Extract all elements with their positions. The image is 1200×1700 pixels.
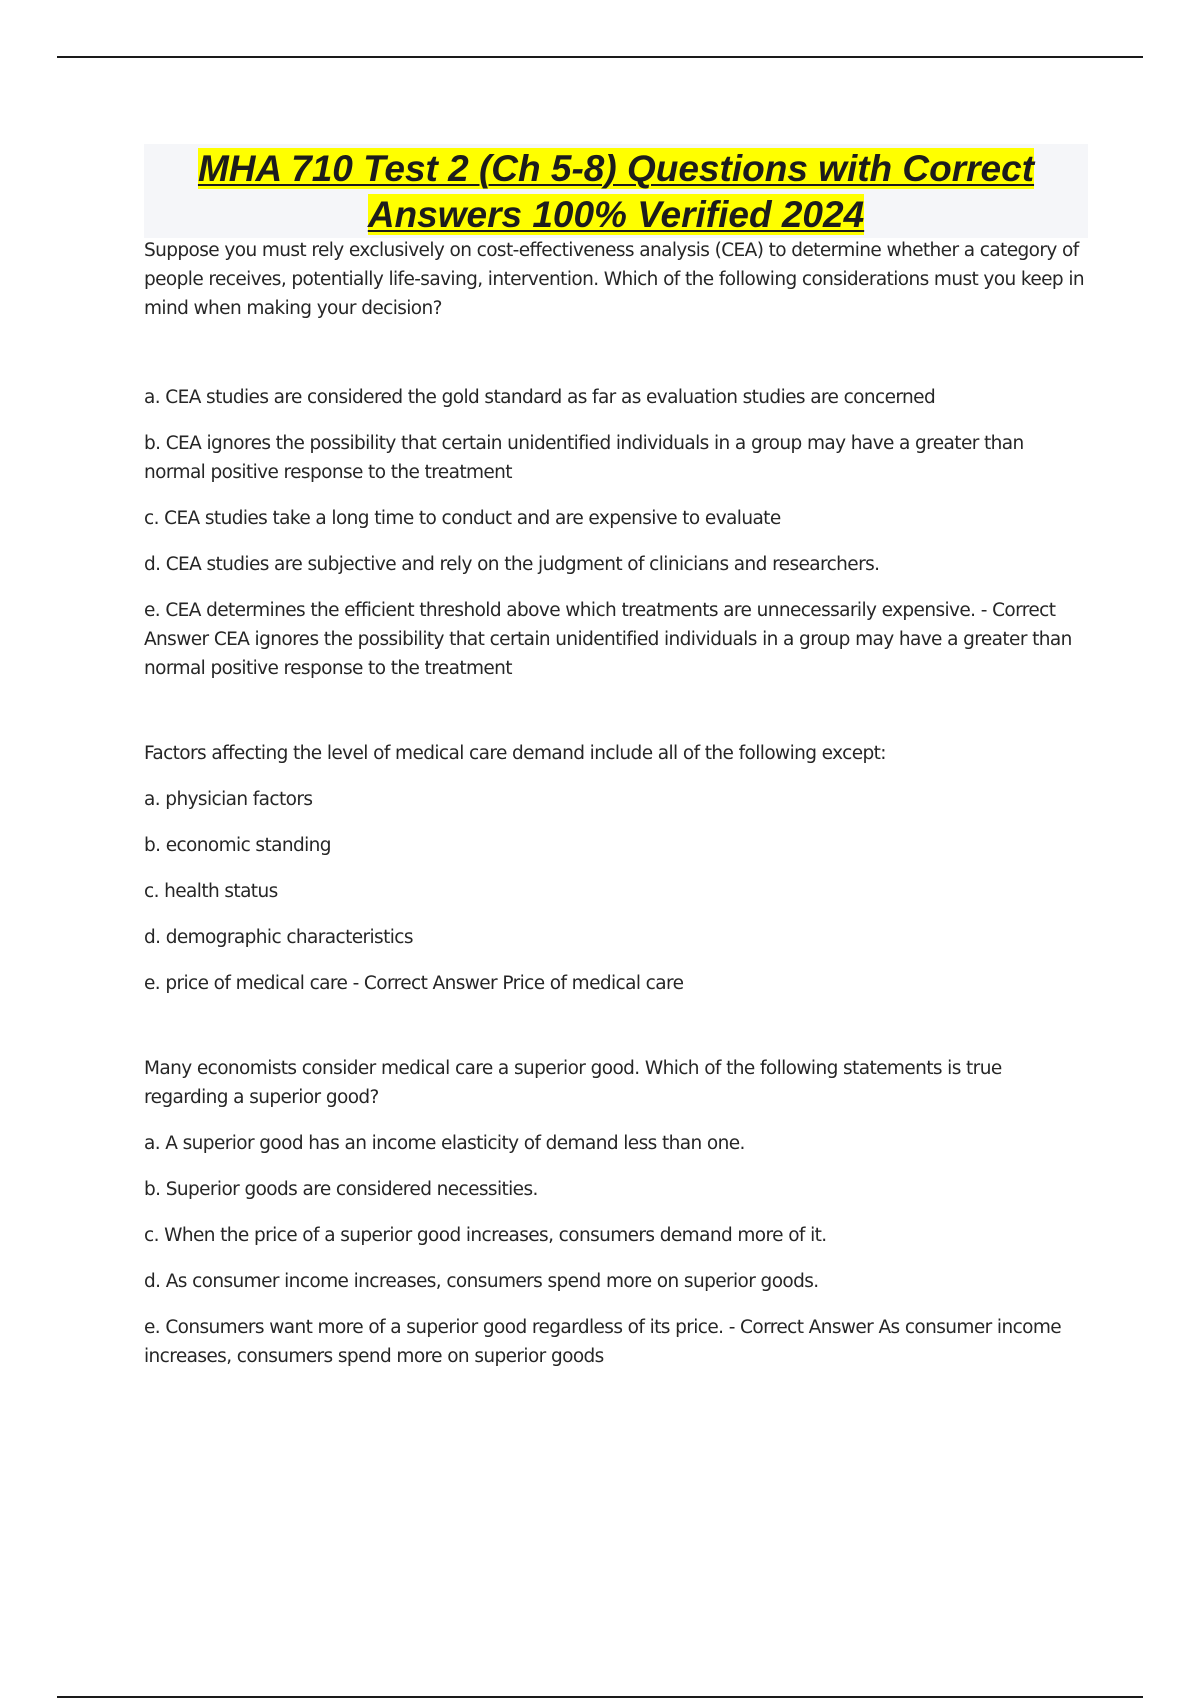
answer-option: d. CEA studies are subjective and rely on the judgment of clinicians and researchers. [144,554,880,575]
document-title [144,146,1088,238]
answer-option: c. When the price of a superior good increases, consumers demand more of it. [144,1225,827,1246]
answer-option: b. CEA ignores the possibility that certain unidentified individuals in a group may have a greater than normal positive response to the treatment [144,433,1024,483]
bottom-rule [57,1696,1143,1698]
question-stem: Factors affecting the level of medical care demand include all of the following except: [144,743,886,764]
answer-option-correct: e. CEA determines the efficient threshold above which treatments are unnecessarily expensive. - Correct Answer CEA ignores the possibility that certain unidentified individuals in a group may have a greater than normal positive response to the treatment [144,600,1072,679]
answer-option: c. health status [144,881,278,902]
answer-option-correct: e. price of medical care - Correct Answer Price of medical care [144,973,684,994]
answer-option: a. CEA studies are considered the gold standard as far as evaluation studies are concerned [144,387,936,408]
answer-option: c. CEA studies take a long time to conduct and are expensive to evaluate [144,508,781,529]
answer-option: d. demographic characteristics [144,927,413,948]
question-3 [144,1054,1084,1371]
answer-option: b. economic standing [144,835,331,856]
question-1 [144,236,1084,683]
question-stem: Many economists consider medical care a superior good. Which of the following statements is true regarding a superior good? [144,1058,1002,1108]
answer-option-correct: e. Consumers want more of a superior good regardless of its price. - Correct Answer As consumer income increases, consumers spend more on superior goods [144,1317,1062,1367]
question-2 [144,739,1084,998]
title-line-2: Answers 100% Verified 2024 [367,194,865,235]
answer-option: b. Superior goods are considered necessities. [144,1179,538,1200]
question-stem: Suppose you must rely exclusively on cost-effectiveness analysis (CEA) to determine whether a category of people receives, potentially life-saving, intervention. Which of the following considerations must you keep in mind when making your decision? [144,240,1085,319]
top-rule [57,56,1143,58]
answer-option: a. A superior good has an income elasticity of demand less than one. [144,1133,745,1154]
title-line-1: MHA 710 Test 2 (Ch 5-8) Questions with Correct [197,148,1035,189]
document-body [144,236,1084,1371]
answer-option: d. As consumer income increases, consumers spend more on superior goods. [144,1271,819,1292]
answer-option: a. physician factors [144,789,313,810]
